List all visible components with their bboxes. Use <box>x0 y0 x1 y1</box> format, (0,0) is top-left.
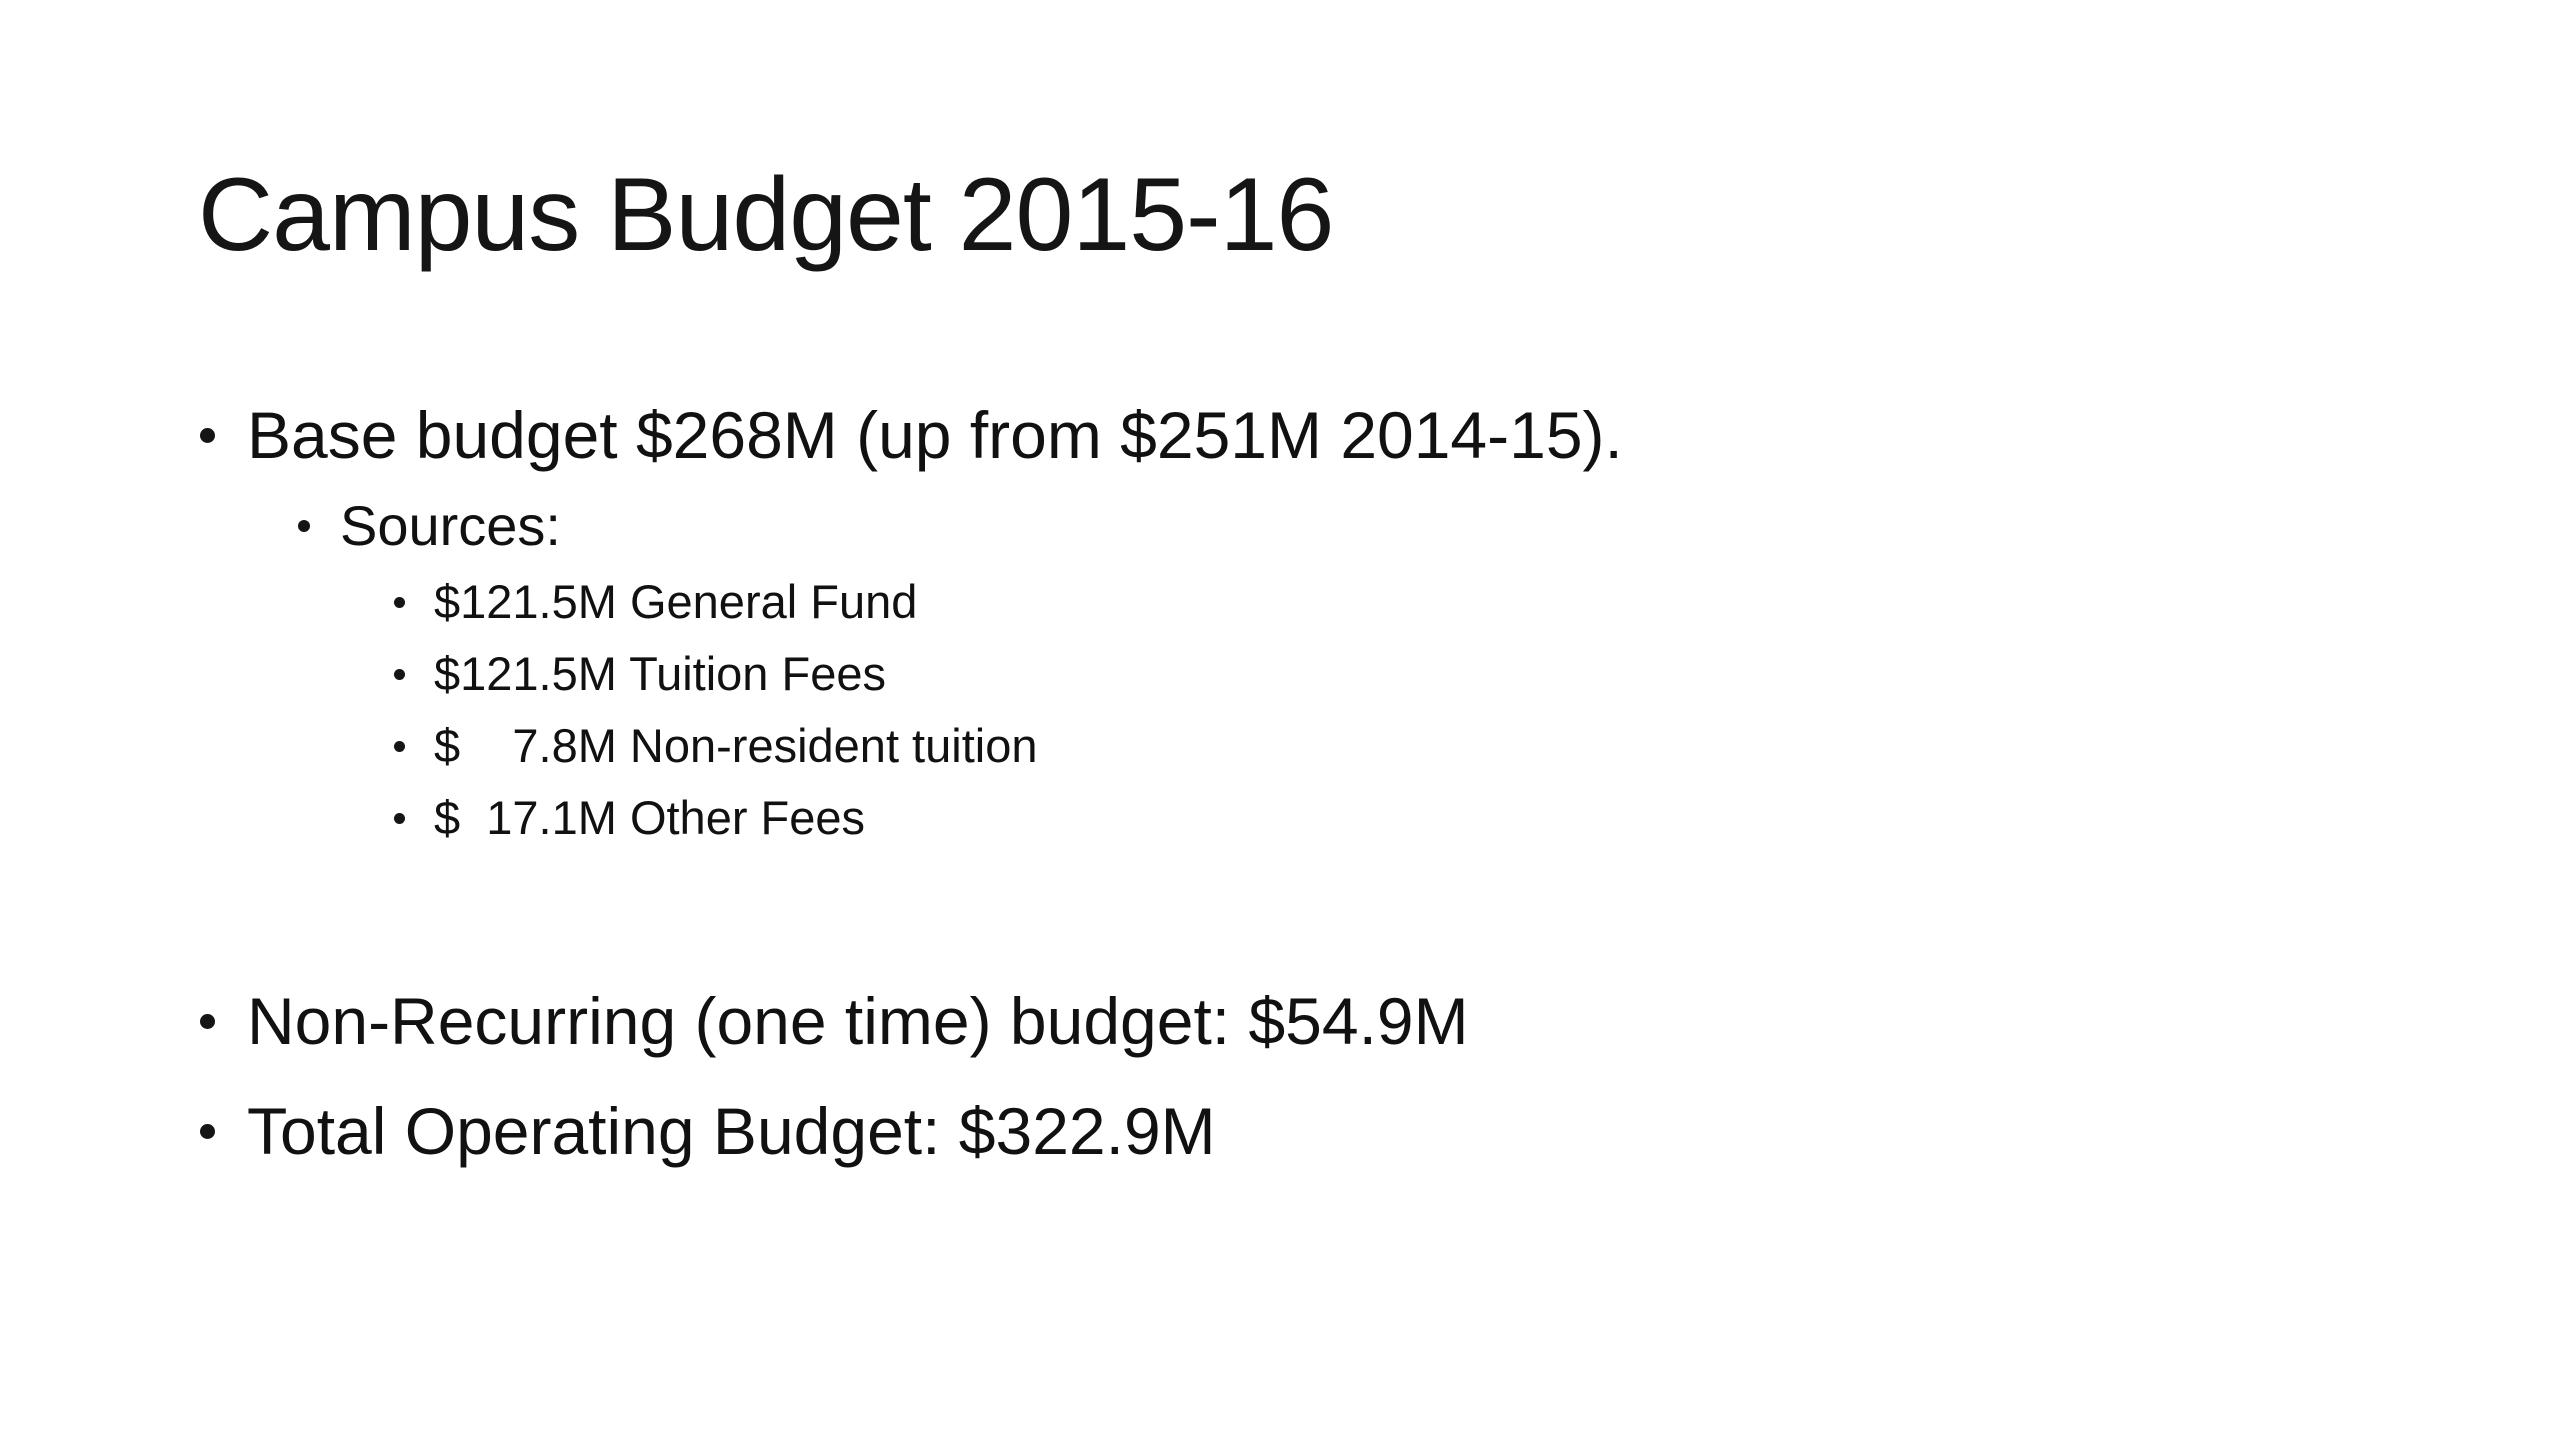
bullet-text: Non-Recurring (one time) budget: $54.9M <box>247 984 1469 1058</box>
bullet-text: Base budget $268M (up from $251M 2014-15). <box>247 398 1623 472</box>
bullet-text: Total Operating Budget: $322.9M <box>247 1094 1216 1168</box>
bullet-source-non-resident-tuition <box>394 714 1037 778</box>
bullet-text: $121.5M Tuition Fees <box>434 647 886 700</box>
bullet-icon <box>394 669 405 680</box>
bullet-source-tuition-fees <box>394 642 886 706</box>
bullet-text: Sources: <box>340 494 561 557</box>
bullet-icon <box>200 428 215 443</box>
bullet-source-other-fees <box>394 786 865 850</box>
bullet-icon <box>200 1124 215 1139</box>
bullet-source-general-fund <box>394 570 917 634</box>
bullet-text: $ 17.1M Other Fees <box>434 791 866 844</box>
bullet-icon <box>394 597 405 608</box>
bullet-icon <box>394 813 405 824</box>
bullet-icon <box>200 1014 215 1029</box>
bullet-icon <box>394 741 405 752</box>
bullet-base-budget <box>200 390 1623 480</box>
slide-title: Campus Budget 2015-16 <box>198 157 1334 273</box>
bullet-text: $ 7.8M Non-resident tuition <box>434 719 1038 772</box>
bullet-sources <box>298 488 561 564</box>
bullet-text: $121.5M General Fund <box>434 575 918 628</box>
bullet-icon <box>298 520 310 532</box>
bullet-total-operating-budget <box>200 1086 1216 1176</box>
bullet-non-recurring-budget <box>200 976 1469 1066</box>
